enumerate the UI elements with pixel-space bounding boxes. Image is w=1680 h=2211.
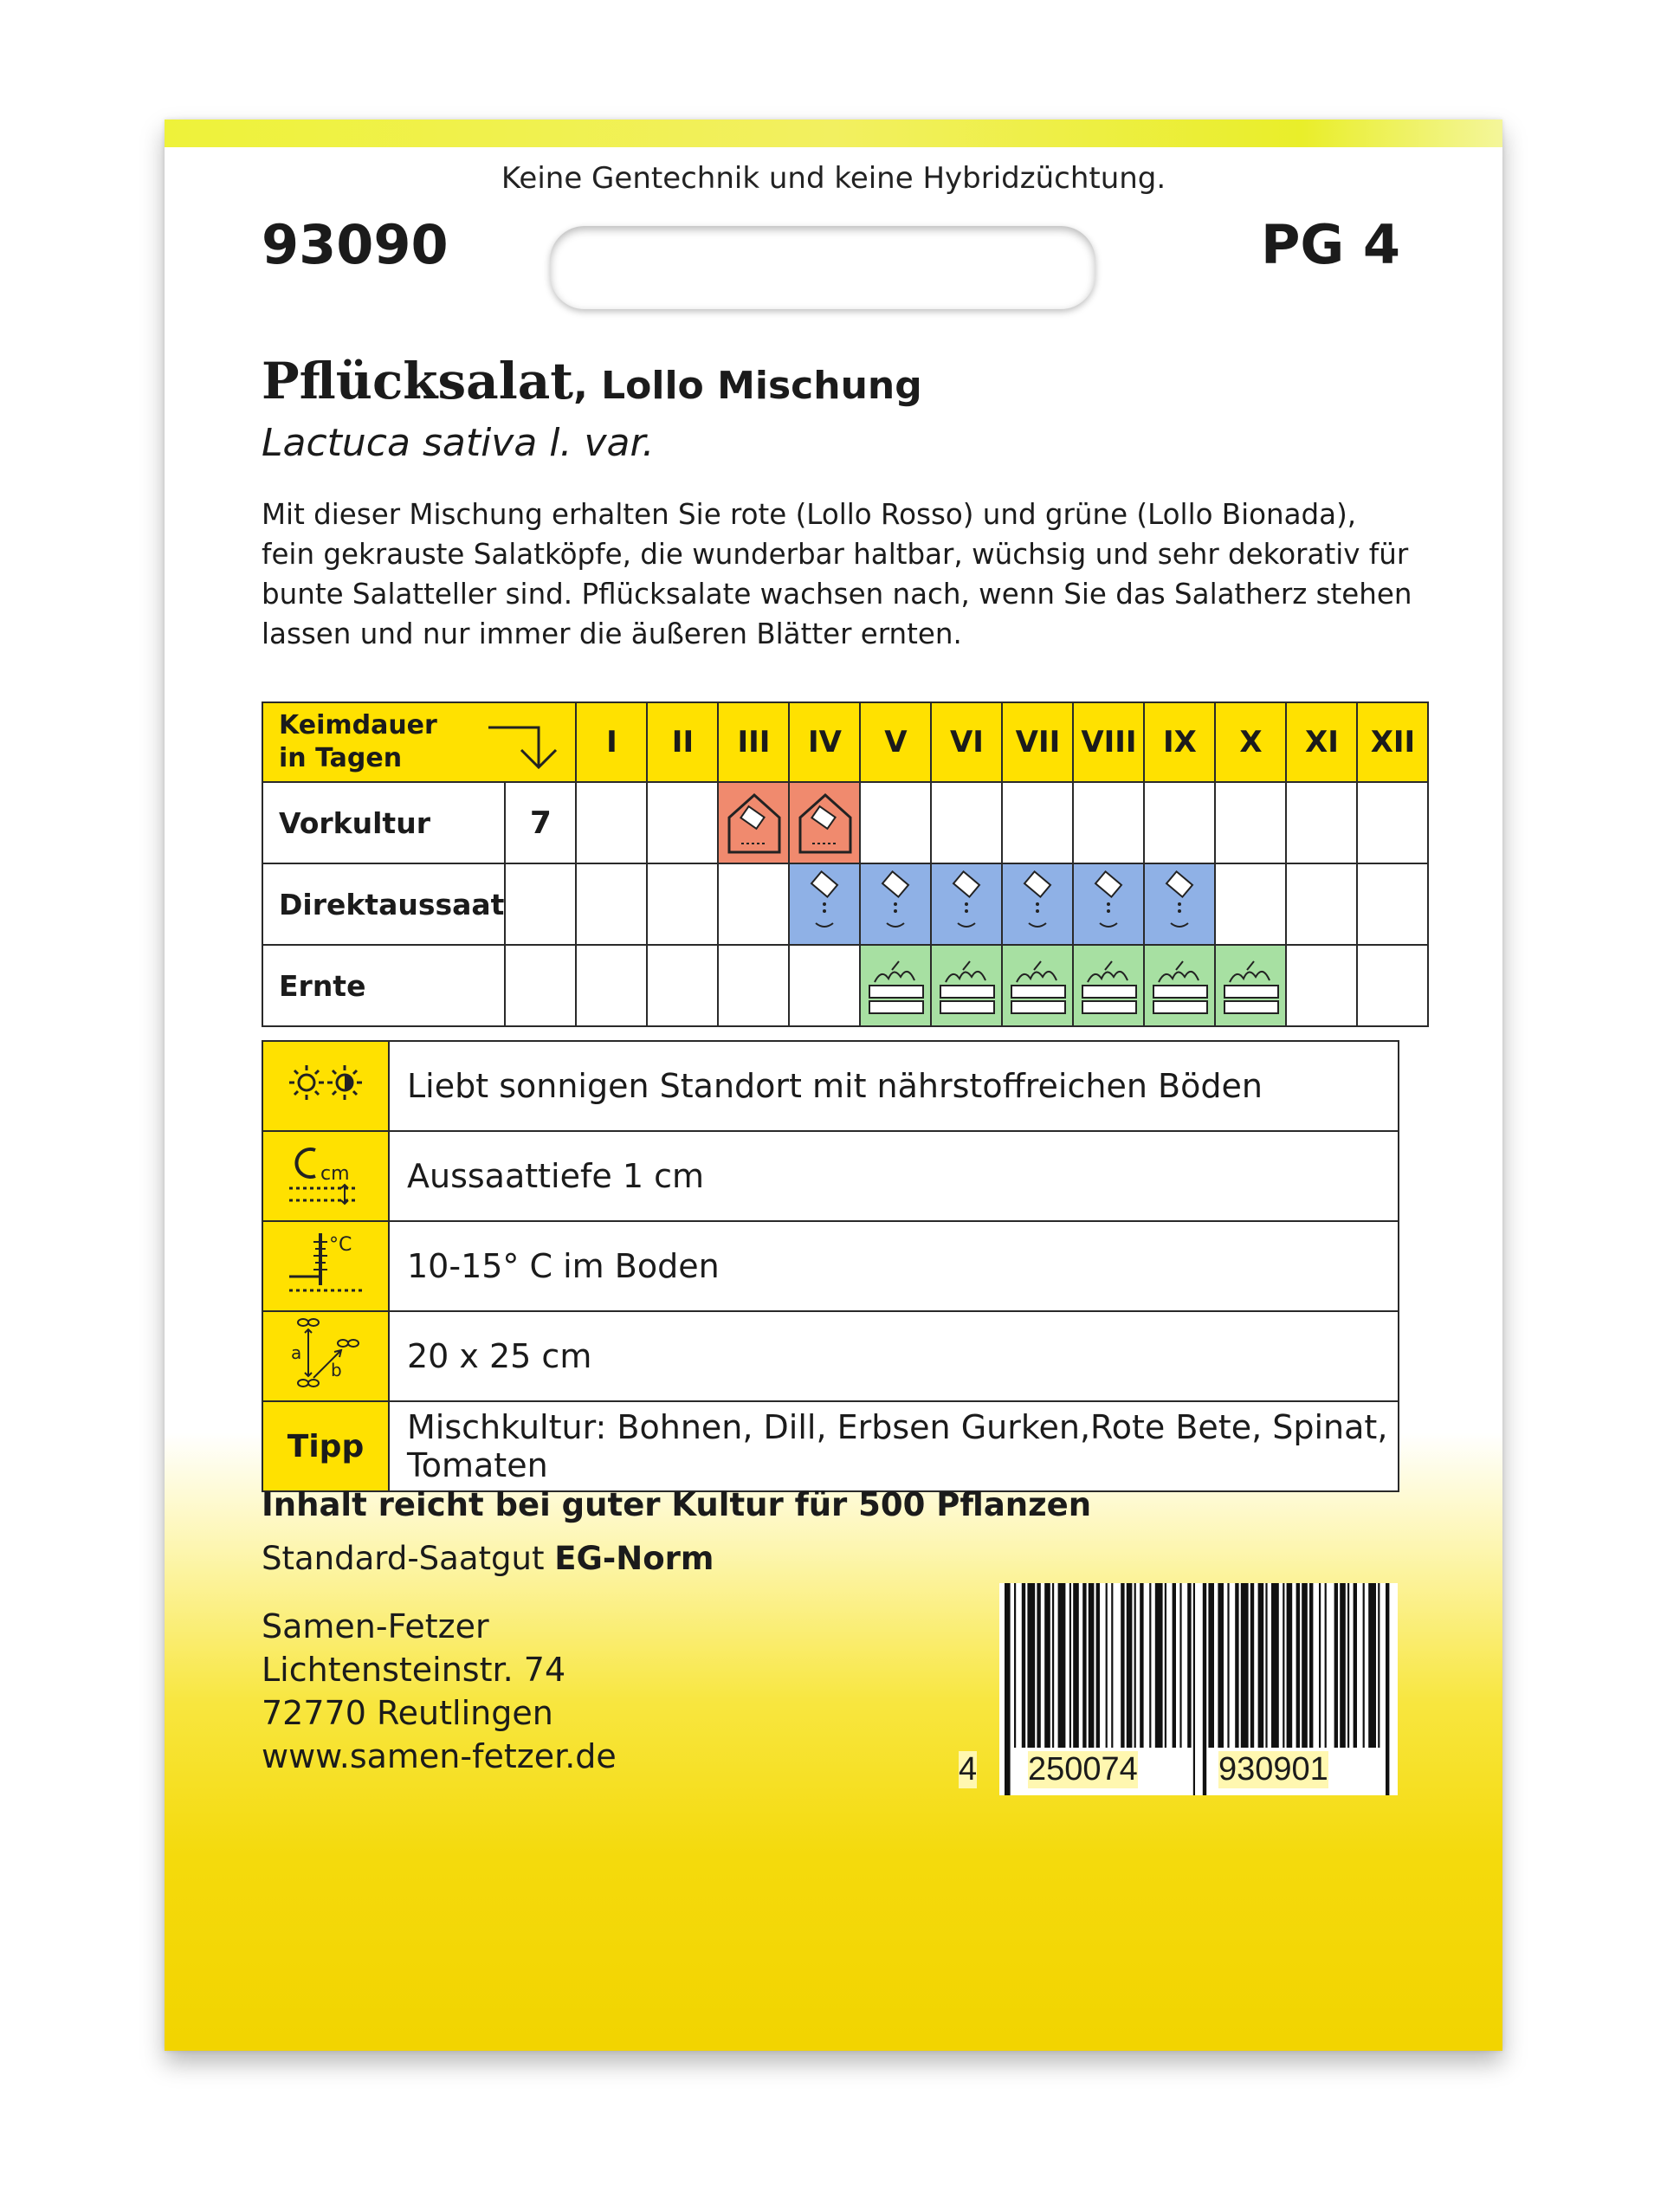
barcode-bar xyxy=(1127,1583,1133,1748)
info-row-tip xyxy=(262,1401,1399,1491)
seed-packet-icon xyxy=(1008,870,1069,939)
calendar-cell xyxy=(1215,863,1286,945)
barcode-bar xyxy=(1096,1583,1100,1748)
spacing-b-label: b xyxy=(331,1359,342,1380)
barcode-bar xyxy=(1208,1583,1214,1748)
calendar-cell xyxy=(1286,782,1357,863)
calendar-cell xyxy=(647,945,718,1026)
info-row-spacing xyxy=(262,1311,1399,1401)
barcode-bar xyxy=(1121,1583,1124,1748)
barcode-bar xyxy=(1258,1583,1264,1748)
barcode-bar xyxy=(1173,1583,1176,1748)
seed-packet-icon xyxy=(937,870,998,939)
month-header: I xyxy=(576,702,647,782)
month-header: III xyxy=(718,702,789,782)
germination-days xyxy=(505,863,576,945)
company-address xyxy=(262,1605,617,1778)
barcode-digits-3: 930901 xyxy=(1218,1751,1328,1788)
latin-name: Lactuca sativa l. var. xyxy=(262,421,655,465)
harvest-crate-icon xyxy=(1079,951,1140,1020)
calendar-cell xyxy=(718,945,789,1026)
description-line: lassen und nur immer die äußeren Blätter ernten. xyxy=(262,617,962,650)
description-line: bunte Salatteller sind. Pflücksalate wachsen nach, wenn Sie das Salatherz stehen xyxy=(262,578,1412,611)
product-name: Pflücksalat xyxy=(262,352,574,411)
greenhouse-seed-icon xyxy=(795,788,856,857)
barcode-bar xyxy=(1334,1583,1338,1748)
barcode-bar xyxy=(1014,1583,1016,1748)
seed-packet-icon xyxy=(1079,870,1140,939)
calendar-mark xyxy=(789,782,860,863)
barcode-digit-1: 4 xyxy=(959,1751,978,1788)
calendar-row-vorkultur xyxy=(262,782,1428,863)
calendar-cell xyxy=(576,945,647,1026)
article-number: 93090 xyxy=(262,213,449,276)
barcode-bar xyxy=(1309,1583,1313,1748)
barcode-bar xyxy=(1319,1583,1321,1748)
calendar-mark xyxy=(1002,863,1073,945)
harvest-crate-icon xyxy=(866,951,927,1020)
barcode-bar xyxy=(1287,1583,1293,1748)
temperature-text: 10-15° C im Boden xyxy=(389,1221,1399,1311)
month-header: IV xyxy=(789,702,860,782)
barcode-bar xyxy=(1368,1583,1376,1748)
calendar-cell xyxy=(931,782,1002,863)
barcode-bar xyxy=(1340,1583,1346,1748)
barcode-digits-2: 250074 xyxy=(1028,1751,1138,1788)
calendar-mark xyxy=(931,945,1002,1026)
tip-text: Mischkultur: Bohnen, Dill, Erbsen Gurken,Rote Bete, Spinat, Tomaten xyxy=(389,1401,1399,1491)
spacing-icon xyxy=(282,1314,369,1392)
calendar-mark xyxy=(1002,945,1073,1026)
calendar-row-direktaussaat xyxy=(262,863,1428,945)
calendar-cell xyxy=(576,863,647,945)
calendar-mark xyxy=(860,863,931,945)
calendar-cell xyxy=(1002,782,1073,863)
cultivation-info xyxy=(262,1040,1399,1492)
calendar-mark xyxy=(931,863,1002,945)
calendar-cell xyxy=(647,863,718,945)
seed-packet-icon xyxy=(866,870,927,939)
barcode-bar xyxy=(1250,1583,1254,1748)
barcode-digits xyxy=(959,1748,1409,1800)
calendar-cell xyxy=(1357,782,1428,863)
barcode-bar xyxy=(1241,1583,1249,1748)
germination-days: 7 xyxy=(505,782,576,863)
barcode-bar xyxy=(1082,1583,1086,1748)
barcode-bar xyxy=(1134,1583,1136,1748)
barcode-bar xyxy=(1218,1583,1224,1748)
hang-hole xyxy=(550,226,1095,309)
barcode-bar xyxy=(1022,1583,1025,1748)
info-row-temperature xyxy=(262,1221,1399,1311)
calendar-cell xyxy=(1286,863,1357,945)
product-title xyxy=(262,352,922,411)
calendar-cell xyxy=(789,945,860,1026)
barcode-bar xyxy=(1302,1583,1308,1748)
location-text: Liebt sonnigen Standort mit nährstoffreichen Böden xyxy=(389,1041,1399,1131)
barcode-bar xyxy=(1037,1583,1040,1748)
barcode-bar xyxy=(1227,1583,1229,1748)
barcode-bar xyxy=(1179,1583,1181,1748)
arrow-down-icon xyxy=(487,715,566,773)
month-header: V xyxy=(860,702,931,782)
calendar-cell xyxy=(1144,782,1215,863)
seed-packet-icon xyxy=(795,870,856,939)
barcode-bar xyxy=(1044,1583,1050,1748)
month-header: X xyxy=(1215,702,1286,782)
seed-standard: Standard-Saatgut EG-Norm xyxy=(262,1540,714,1577)
barcode-bar xyxy=(1363,1583,1365,1748)
germination-days xyxy=(505,945,576,1026)
product-description xyxy=(262,495,1439,654)
calendar-mark xyxy=(860,945,931,1026)
thermometer-icon xyxy=(282,1228,369,1297)
content-note: Inhalt reicht bei guter Kultur für 500 Pflanzen xyxy=(262,1486,1092,1523)
sun-icon xyxy=(282,1057,369,1109)
company-name: Samen-Fetzer xyxy=(262,1607,489,1645)
calendar-cell xyxy=(860,782,931,863)
month-header: II xyxy=(647,702,718,782)
company-city: 72770 Reutlingen xyxy=(262,1694,553,1732)
barcode-bar xyxy=(1069,1583,1071,1748)
sowing-calendar xyxy=(262,701,1429,1027)
harvest-crate-icon xyxy=(1150,951,1211,1020)
barcode-bar xyxy=(1325,1583,1327,1748)
product-variety: , Lollo Mischung xyxy=(573,364,922,408)
barcode-bar xyxy=(1089,1583,1095,1748)
tip-label: Tipp xyxy=(262,1401,389,1491)
company-website: www.samen-fetzer.de xyxy=(262,1737,617,1775)
barcode-bar xyxy=(1140,1583,1143,1748)
calendar-mark xyxy=(1144,945,1215,1026)
spacing-a-label: a xyxy=(291,1341,302,1363)
company-street: Lichtensteinstr. 74 xyxy=(262,1651,566,1689)
barcode-bar xyxy=(1378,1583,1380,1748)
harvest-crate-icon xyxy=(1008,951,1069,1020)
calendar-mark xyxy=(1073,945,1144,1026)
info-row-location xyxy=(262,1041,1399,1131)
month-header: VII xyxy=(1002,702,1073,782)
gmo-free-note: Keine Gentechnik und keine Hybridzüchtung. xyxy=(501,161,1166,196)
barcode-bar xyxy=(1149,1583,1151,1748)
celsius-label: °C xyxy=(329,1233,352,1256)
calendar-cell xyxy=(647,782,718,863)
sowing-depth-icon xyxy=(282,1138,369,1207)
barcode-bar xyxy=(1052,1583,1054,1748)
calendar-cell xyxy=(1357,945,1428,1026)
calendar-cell xyxy=(1357,863,1428,945)
depth-text: Aussaattiefe 1 cm xyxy=(389,1131,1399,1221)
row-label: Vorkultur xyxy=(262,782,505,863)
seed-packet-icon xyxy=(1150,870,1211,939)
calendar-cell xyxy=(1215,782,1286,863)
price-group: PG 4 xyxy=(1260,213,1400,276)
barcode-bar xyxy=(1073,1583,1079,1748)
calendar-mark xyxy=(718,782,789,863)
calendar-cell xyxy=(576,782,647,863)
barcode-bar xyxy=(1058,1583,1066,1748)
barcode-bar xyxy=(1111,1583,1113,1748)
month-header: VI xyxy=(931,702,1002,782)
barcode-bar xyxy=(1347,1583,1349,1748)
barcode-bar xyxy=(1155,1583,1163,1748)
month-header: XII xyxy=(1357,702,1428,782)
germination-header: Keimdauer in Tagen xyxy=(262,702,576,782)
barcode-bar xyxy=(1296,1583,1300,1748)
month-header: VIII xyxy=(1073,702,1144,782)
month-header: IX xyxy=(1144,702,1215,782)
seed-packet-back xyxy=(165,120,1502,2051)
harvest-crate-icon xyxy=(1221,951,1282,1020)
calendar-cell xyxy=(1073,782,1144,863)
description-line: Mit dieser Mischung erhalten Sie rote (Lollo Rosso) und grüne (Lollo Bionada), xyxy=(262,498,1357,531)
spacing-text: 20 x 25 cm xyxy=(389,1311,1399,1401)
calendar-mark xyxy=(789,863,860,945)
harvest-crate-icon xyxy=(937,951,998,1020)
barcode-bar xyxy=(1187,1583,1191,1748)
calendar-mark xyxy=(1215,945,1286,1026)
top-color-band xyxy=(165,120,1502,147)
barcode-bar xyxy=(1165,1583,1166,1748)
calendar-row-ernte xyxy=(262,945,1428,1026)
barcode-bar xyxy=(1106,1583,1108,1748)
cm-unit-label: cm xyxy=(320,1162,350,1185)
calendar-cell xyxy=(718,863,789,945)
month-header: XI xyxy=(1286,702,1357,782)
row-label: Direktaussaat xyxy=(262,863,505,945)
greenhouse-seed-icon xyxy=(724,788,785,857)
barcode-bar xyxy=(1271,1583,1279,1748)
barcode-bar xyxy=(1265,1583,1267,1748)
calendar-mark xyxy=(1144,863,1215,945)
barcode-bar xyxy=(1027,1583,1035,1748)
info-row-depth xyxy=(262,1131,1399,1221)
barcode-bar xyxy=(1354,1583,1357,1748)
calendar-mark xyxy=(1073,863,1144,945)
barcode-bar xyxy=(1283,1583,1284,1748)
calendar-cell xyxy=(1286,945,1357,1026)
barcode-bar xyxy=(1235,1583,1238,1748)
row-label: Ernte xyxy=(262,945,505,1026)
description-line: fein gekrauste Salatköpfe, die wunderbar haltbar, wüchsig und sehr dekorativ für xyxy=(262,538,1409,571)
